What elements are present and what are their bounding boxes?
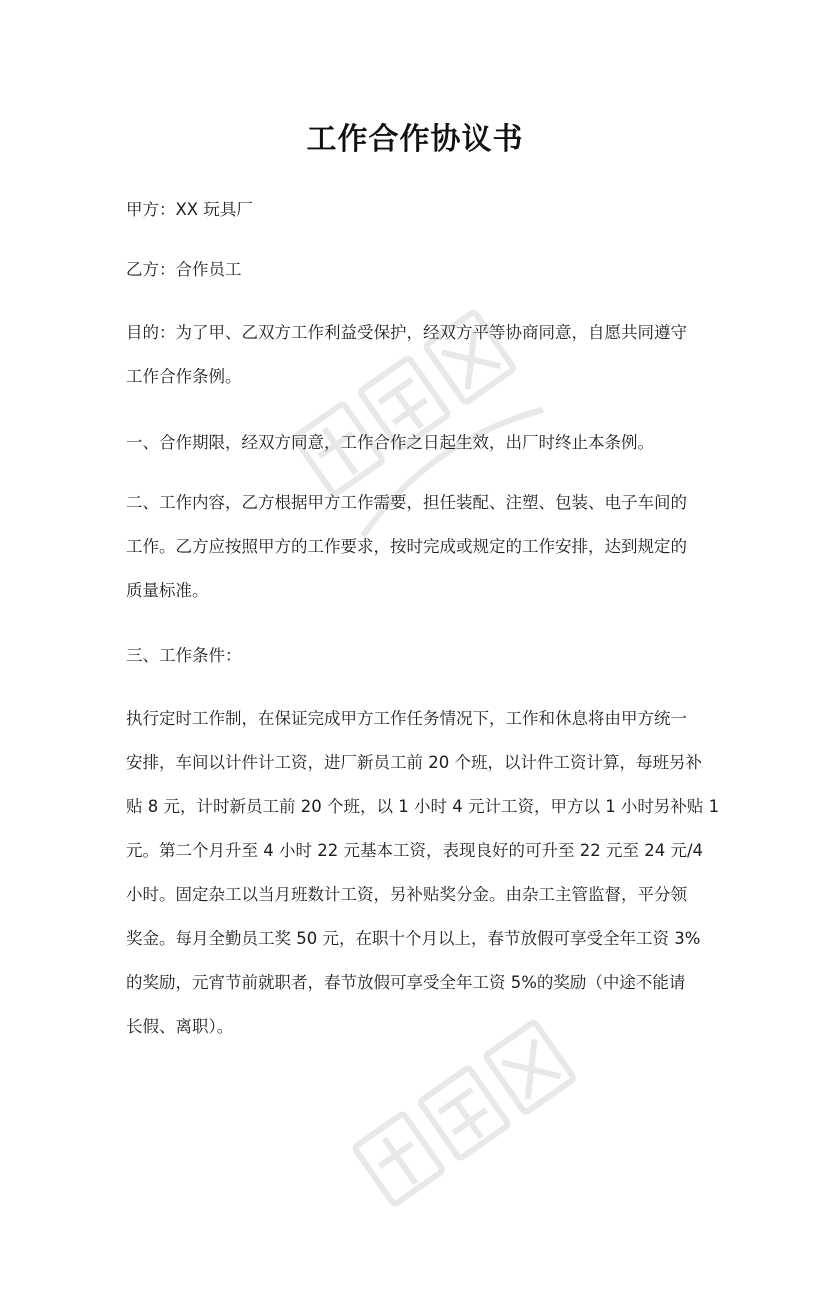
paragraph-line: 贴 8 元，计时新员工前 20 个班，以 1 小时 4 元计工资，甲方以 1 小时另补贴 1 xyxy=(126,797,720,816)
party-a-text: 甲方：XX 玩具厂 xyxy=(126,200,253,219)
paragraph-line: 奖金。每月全勤员工奖 50 元，在职十个月以上，春节放假可享受全年工资 3% xyxy=(126,929,701,948)
paragraph-line: 执行定时工作制，在保证完成甲方工作任务情况下，工作和休息将由甲方统一 xyxy=(126,709,687,728)
paragraph-line: 小时。固定杂工以当月班数计工资，另补贴奖分金。由杂工主管监督，平分领 xyxy=(126,885,687,904)
paragraph-line: 安排，车间以计件计工资，进厂新员工前 20 个班，以计件工资计算，每班另补 xyxy=(126,753,702,772)
paragraph-line: 的奖励，元宵节前就职者，春节放假可享受全年工资 5%的奖励（中途不能请 xyxy=(126,973,686,992)
party-b xyxy=(126,248,706,292)
paragraph-line: 三、工作条件： xyxy=(126,646,242,665)
paragraph-line: 一、合作期限，经双方同意，工作合作之日起生效，出厂时终止本条例。 xyxy=(126,433,654,452)
party-b-text: 乙方：合作员工 xyxy=(126,260,242,279)
paragraph-line: 元。第二个月升至 4 小时 22 元基本工资，表现良好的可升至 22 元至 24 元/4 xyxy=(126,841,704,860)
clause-3-heading xyxy=(126,634,706,678)
clause-3-body xyxy=(126,697,720,1049)
party-a xyxy=(126,188,706,232)
paragraph-line: 质量标准。 xyxy=(126,581,209,600)
clause-1-paragraph xyxy=(126,421,706,465)
paragraph-line: 二、工作内容，乙方根据甲方工作需要，担任装配、注塑、包装、电子车间的 xyxy=(126,493,687,512)
paragraph-line: 工作合作条例。 xyxy=(126,367,242,386)
purpose-paragraph xyxy=(126,311,706,399)
paragraph-line: 长假、离职）。 xyxy=(126,1017,234,1036)
clause-2-paragraph xyxy=(126,481,706,613)
document-title: 工作合作协议书 xyxy=(306,122,524,157)
paragraph-line: 目的：为了甲、乙双方工作利益受保护，经双方平等协商同意，自愿共同遵守 xyxy=(126,323,687,342)
paragraph-line: 工作。乙方应按照甲方的工作要求，按时完成或规定的工作安排，达到规定的 xyxy=(126,537,687,556)
